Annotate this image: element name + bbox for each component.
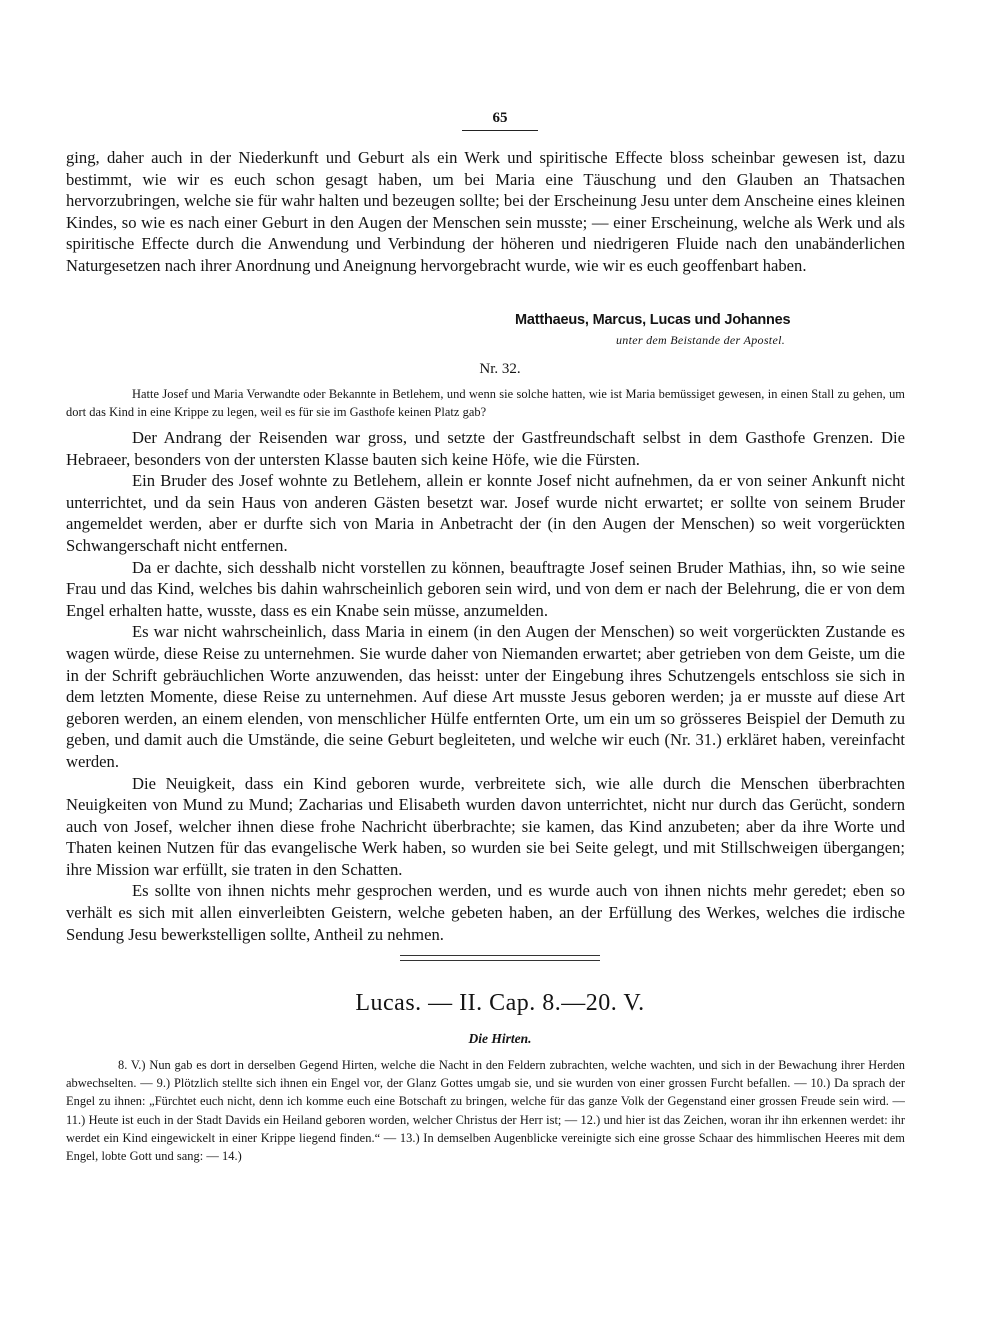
section-number: Nr. 32. [479, 361, 521, 377]
paragraph: Der Andrang der Reisenden war gross, und setzte der Gastfreundschaft selbst in dem Gasthofe Grenzen. Die Hebraeer, besonders von der untersten Klasse bauten sich keine Höfe, wie die Fürsten. [66, 428, 905, 469]
paragraph: ging, daher auch in der Niederkunft und Geburt als ein Werk und spiritische Effecte bloss scheinbar gewesen ist, dazu bestimmt, wie wir es euch schon gesagt haben, um bei Maria eine Täuschung und den Glauben an Thatsachen hervorzubringen, welche sie für wahr halten und bezeugen sollte; bei der Erscheinung Jesu unter dem Anscheine eines kleinen Kindes, so wie es nach einer Geburt in den Augen der Menschen sein musste; — einer Erscheinung, welche als Werk und als spiritische Effecte durch die Anwendung und Verbindung der höheren und niedrigeren Fluide nach den unabänderlichen Naturgesetzen nach ihrer Anordnung und Aneignung hervorgebracht wurde, wie wir es euch geoffenbart haben. [66, 148, 905, 275]
paragraph: Da er dachte, sich desshalb nicht vorstellen zu können, beauftragte Josef seinen Bruder Mathias, ihn, so wie seine Frau und das Kind, welches bis dahin wahrscheinlich geboren sein wird, und von dem er nach der Belehrung, die er von dem Engel erhalten hatte, wusste, dass es ein Knabe sein müsse, anzumelden. [66, 557, 905, 620]
question-text: Hatte Josef und Maria Verwandte oder Bekannte in Betlehem, und wenn sie solche hatten, wie ist Maria bemüssiget gewesen, in einen Stall zu gehen, um dort das Kind in eine Krippe zu legen, weil es für sie im Gasthofe keinen Platz gab? [66, 387, 905, 420]
paragraph: Es sollte von ihnen nichts mehr gesprochen werden, und es wurde auch von ihnen nichts mehr geredet; eben so verhält es sich mit allen einverleibten Geistern, welche gebeten haben, an der Erfüllung des Werkes, welches die irdische Sendung Jesu bewerkstelligen sollte, Antheil zu nehmen. [66, 881, 905, 944]
chapter-heading: Lucas. — II. Cap. 8.—20. V. [355, 990, 645, 1016]
signature-names: Matthaeus, Marcus, Lucas und Johannes [515, 312, 791, 328]
chapter-subheading: Die Hirten. [468, 1031, 532, 1046]
verses-text: 8. V.) Nun gab es dort in derselben Gegend Hirten, welche die Nacht in den Feldern zubrachten, welche wachten, und sich in der Bewachung ihrer Herden abwechselten. — 9.) Plötzlich stellte sich ihnen ein Engel vor, der Glanz Gottes umgab sie, und sie wurden von einer grossen Furcht befallen. — 10.) Da sprach der Engel zu ihnen: „Fürchtet euch nicht, denn ich komme euch eine Botschaft zu bringen, welche für das ganze Volk der Gegenstand einer grossen Freude sein wird. — 11.) Heute ist euch in der Stadt Davids ein Heiland geboren worden, welcher Christus der Herr ist; — 12.) und hier ist das Zeichen, woran ihr ihn erkennen werdet: ihr werdet ein Kind eingewickelt in einer Krippe liegend finden.“ — 13.) In demselben Augenblicke vereinigte sich eine grosse Schaar des himmlischen Heeres mit dem Engel, lobte Gott und sang: — 14.) [66, 1058, 905, 1164]
answer-text [66, 427, 905, 945]
section-divider [400, 955, 600, 961]
continued-text [66, 147, 905, 277]
page-number: 65 [492, 110, 508, 126]
paragraph: Ein Bruder des Josef wohnte zu Betlehem, allein er konnte Josef nicht aufnehmen, da er von seiner Ankunft nicht unterrichtet, und da sein Haus von anderen Gästen besetzt war. Josef wurde nicht erwartet; er sollte von seinem Bruder angemeldet werden, aber er durfte sich von Maria in Anbetracht der (in den Augen der Menschen) so weit vorgerückten Schwangerschaft nicht entfernen. [66, 471, 905, 555]
page-number-rule [462, 130, 538, 131]
signature-subtitle: unter dem Beistande der Apostel. [615, 333, 785, 347]
paragraph: Es war nicht wahrscheinlich, dass Maria in einem (in den Augen der Menschen) so weit vorgerückten Zustande es wagen würde, diese Reise zu unternehmen. Sie wurde daher von Niemanden erwartet; aber getrieben von dem Geiste, um die in der Schrift gebräuchlichen Worte anzuwenden, das heisst: unter der Eingebung ihres Schutzengels entschloss sie sich in dem letzten Momente, diese Reise zu unternehmen. Auf diese Art musste Jesus geboren werden; ja er musste auf diese Art geboren werden, an einem elenden, von menschlicher Hülfe entfernten Orte, um ein um so grösseres Beispiel der Demuth zu geben, und damit auch die Umstände, die seine Geburt begleiteten, und welche wir euch (Nr. 31.) erkläret haben, vereinfacht werden. [66, 622, 905, 771]
paragraph: Die Neuigkeit, dass ein Kind geboren wurde, verbreitete sich, wie alle durch die Menschen überbrachten Neuigkeiten von Mund zu Mund; Zacharias und Elisabeth wurden davon unterrichtet, nicht nur durch das Gerücht, sondern auch von Josef, welcher ihnen diese frohe Nachricht überbrachte; sie kamen, das Kind anzubeten; aber da ihre Worte und Thaten keinen Nutzen für das evangelische Werk haben, so wurden sie bei Seite gelegt, und mit Stillschweigen übergangen; ihre Mission war erfüllt, sie traten in den Schatten. [66, 773, 905, 879]
